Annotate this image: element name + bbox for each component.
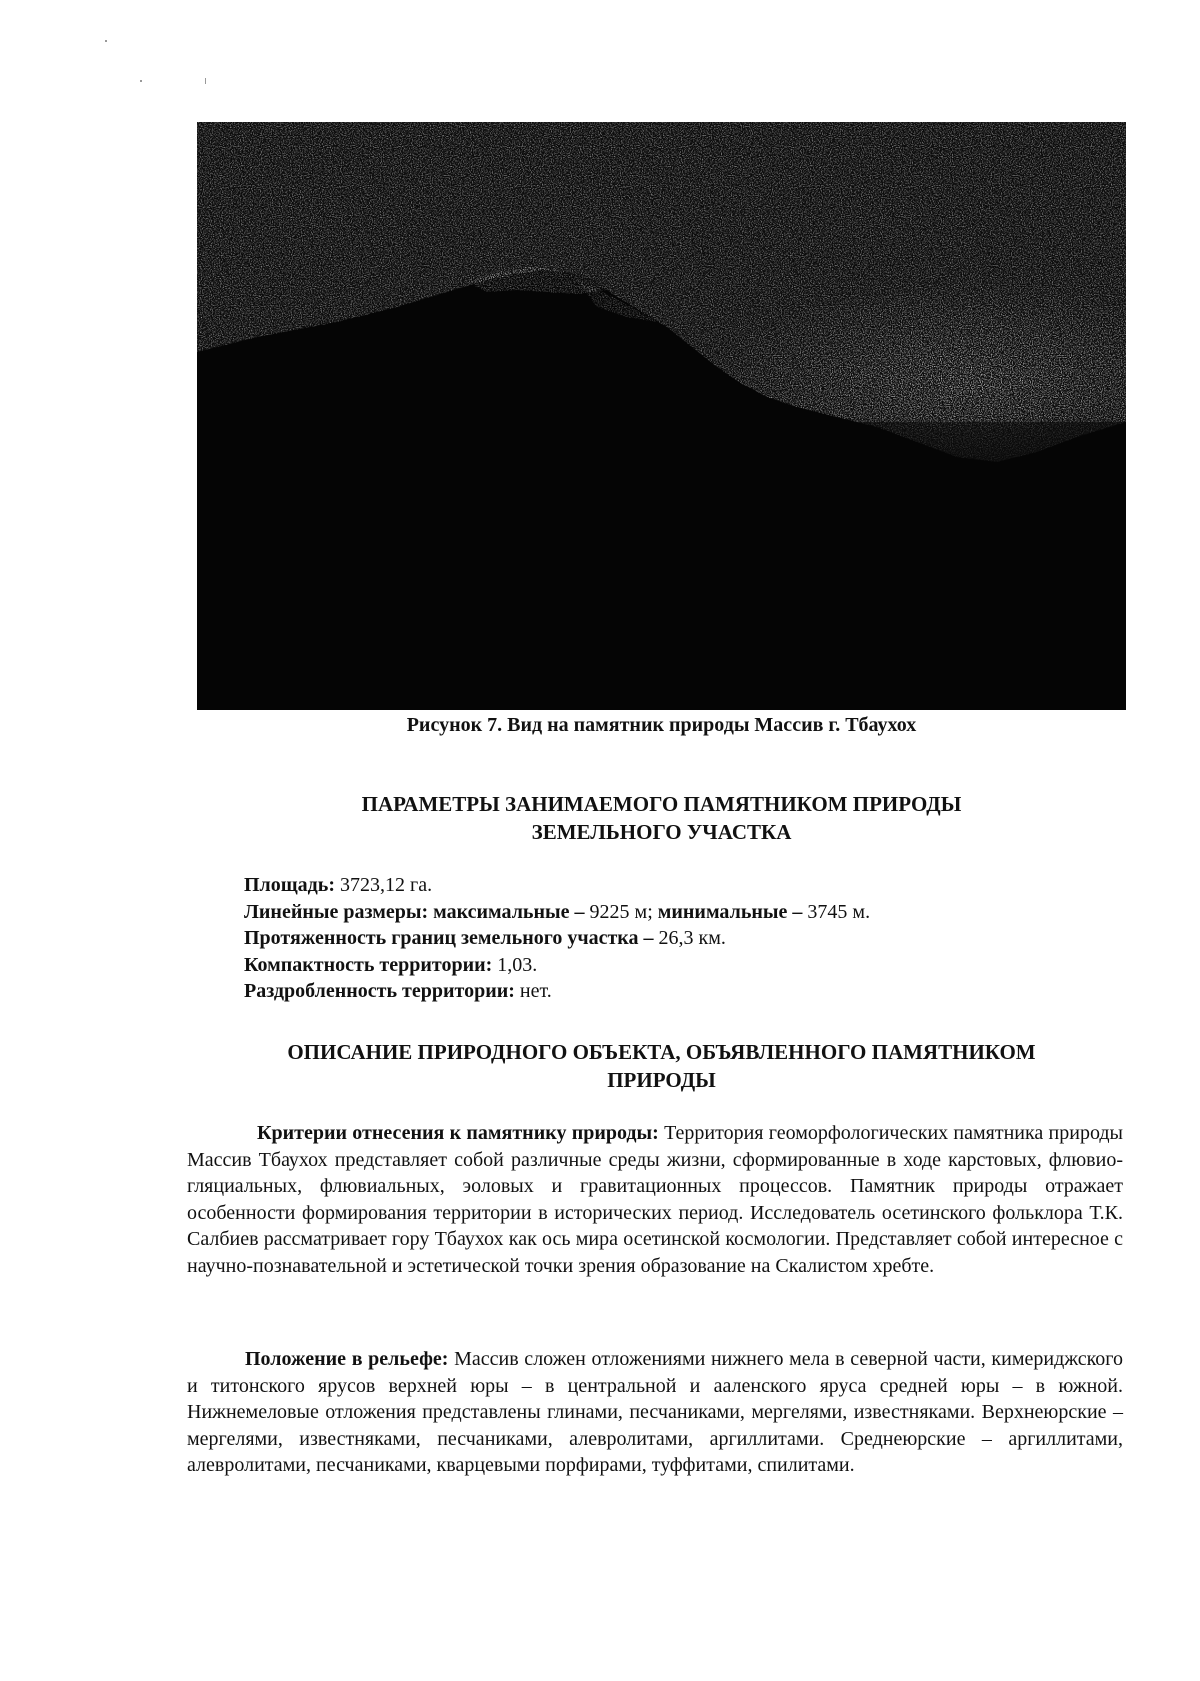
parameters-heading-line1: ПАРАМЕТРЫ ЗАНИМАЕМОГО ПАМЯТНИКОМ ПРИРОДЫ <box>361 792 962 816</box>
mountain-photo-image <box>197 122 1126 710</box>
fragmentation-value: нет. <box>514 980 552 1002</box>
linear-min-label: минимальные – <box>652 900 803 923</box>
scan-speck <box>105 40 107 42</box>
scan-speck <box>140 80 142 82</box>
figure-caption: Рисунок 7. Вид на памятник природы Массив г. Тбаухох <box>406 714 917 736</box>
compactness-value: 1,03. <box>492 953 538 976</box>
area-value: 3723,12 га. <box>335 874 433 896</box>
description-heading-line2: ПРИРОДЫ <box>607 1068 716 1092</box>
mountain-photo <box>197 122 1126 710</box>
parameters-heading <box>197 790 1126 846</box>
linear-max-value: 9225 м; <box>584 900 653 923</box>
parameters-list <box>244 872 1124 1005</box>
area-label: Площадь: <box>244 874 336 896</box>
boundary-label: Протяженность границ земельного участка – <box>244 927 654 949</box>
criteria-label: Критерии отнесения к памятнику природы: <box>257 1122 659 1144</box>
compactness-label: Компактность территории: <box>244 953 493 976</box>
description-heading <box>197 1038 1126 1094</box>
criteria-paragraph <box>187 1120 1123 1279</box>
linear-size-row <box>244 899 1124 926</box>
area-row <box>244 872 1124 899</box>
fragmentation-label: Раздробленность территории: <box>244 980 515 1002</box>
parameters-heading-line2: ЗЕМЕЛЬНОГО УЧАСТКА <box>531 820 792 844</box>
relief-text: Массив сложен отложениями нижнего мела в северной части, кимериджского и титонского ярусов верхней юры – в центральной и ааленского яруса средней юры – в южной. Нижнемеловые отложения представлены глинами, песчаниками, мергелями, известняками. Верхнеюрские – мергелями, известняками, песчаниками, алевролитами, аргиллитами. Среднеюрские – аргиллитами, алевролитами, песчаниками, кварцевыми порфирами, туффитами, спилитами. <box>187 1348 1123 1476</box>
scan-speck <box>205 78 206 84</box>
compactness-row <box>244 952 1124 979</box>
relief-paragraph <box>187 1346 1123 1479</box>
boundary-value: 26,3 км. <box>653 927 726 949</box>
linear-size-label: Линейные размеры: максимальные – <box>244 900 585 923</box>
boundary-row <box>244 925 1124 952</box>
relief-label: Положение в рельефе: <box>245 1348 449 1370</box>
description-heading-line1: ОПИСАНИЕ ПРИРОДНОГО ОБЪЕКТА, ОБЪЯВЛЕННОГО ПАМЯТНИКОМ <box>287 1040 1036 1064</box>
criteria-text: Территория геоморфологических памятника природы Массив Тбаухох представляет собой различные среды жизни, сформированные в ходе карстовых, флювио-гляциальных, флювиальных, эоловых и гравитационных процессов. Памятник природы отражает особенности формирования территории в исторических период. Исследователь осетинского фольклора Т.К. Салбиев рассматривает гору Тбаухох как ось мира осетинской космологии. Представляет собой интересное с научно-познавательной и эстетической точки зрения образование на Скалистом хребте. <box>187 1122 1123 1277</box>
linear-min-value: 3745 м. <box>802 900 871 923</box>
fragmentation-row <box>244 978 1124 1005</box>
